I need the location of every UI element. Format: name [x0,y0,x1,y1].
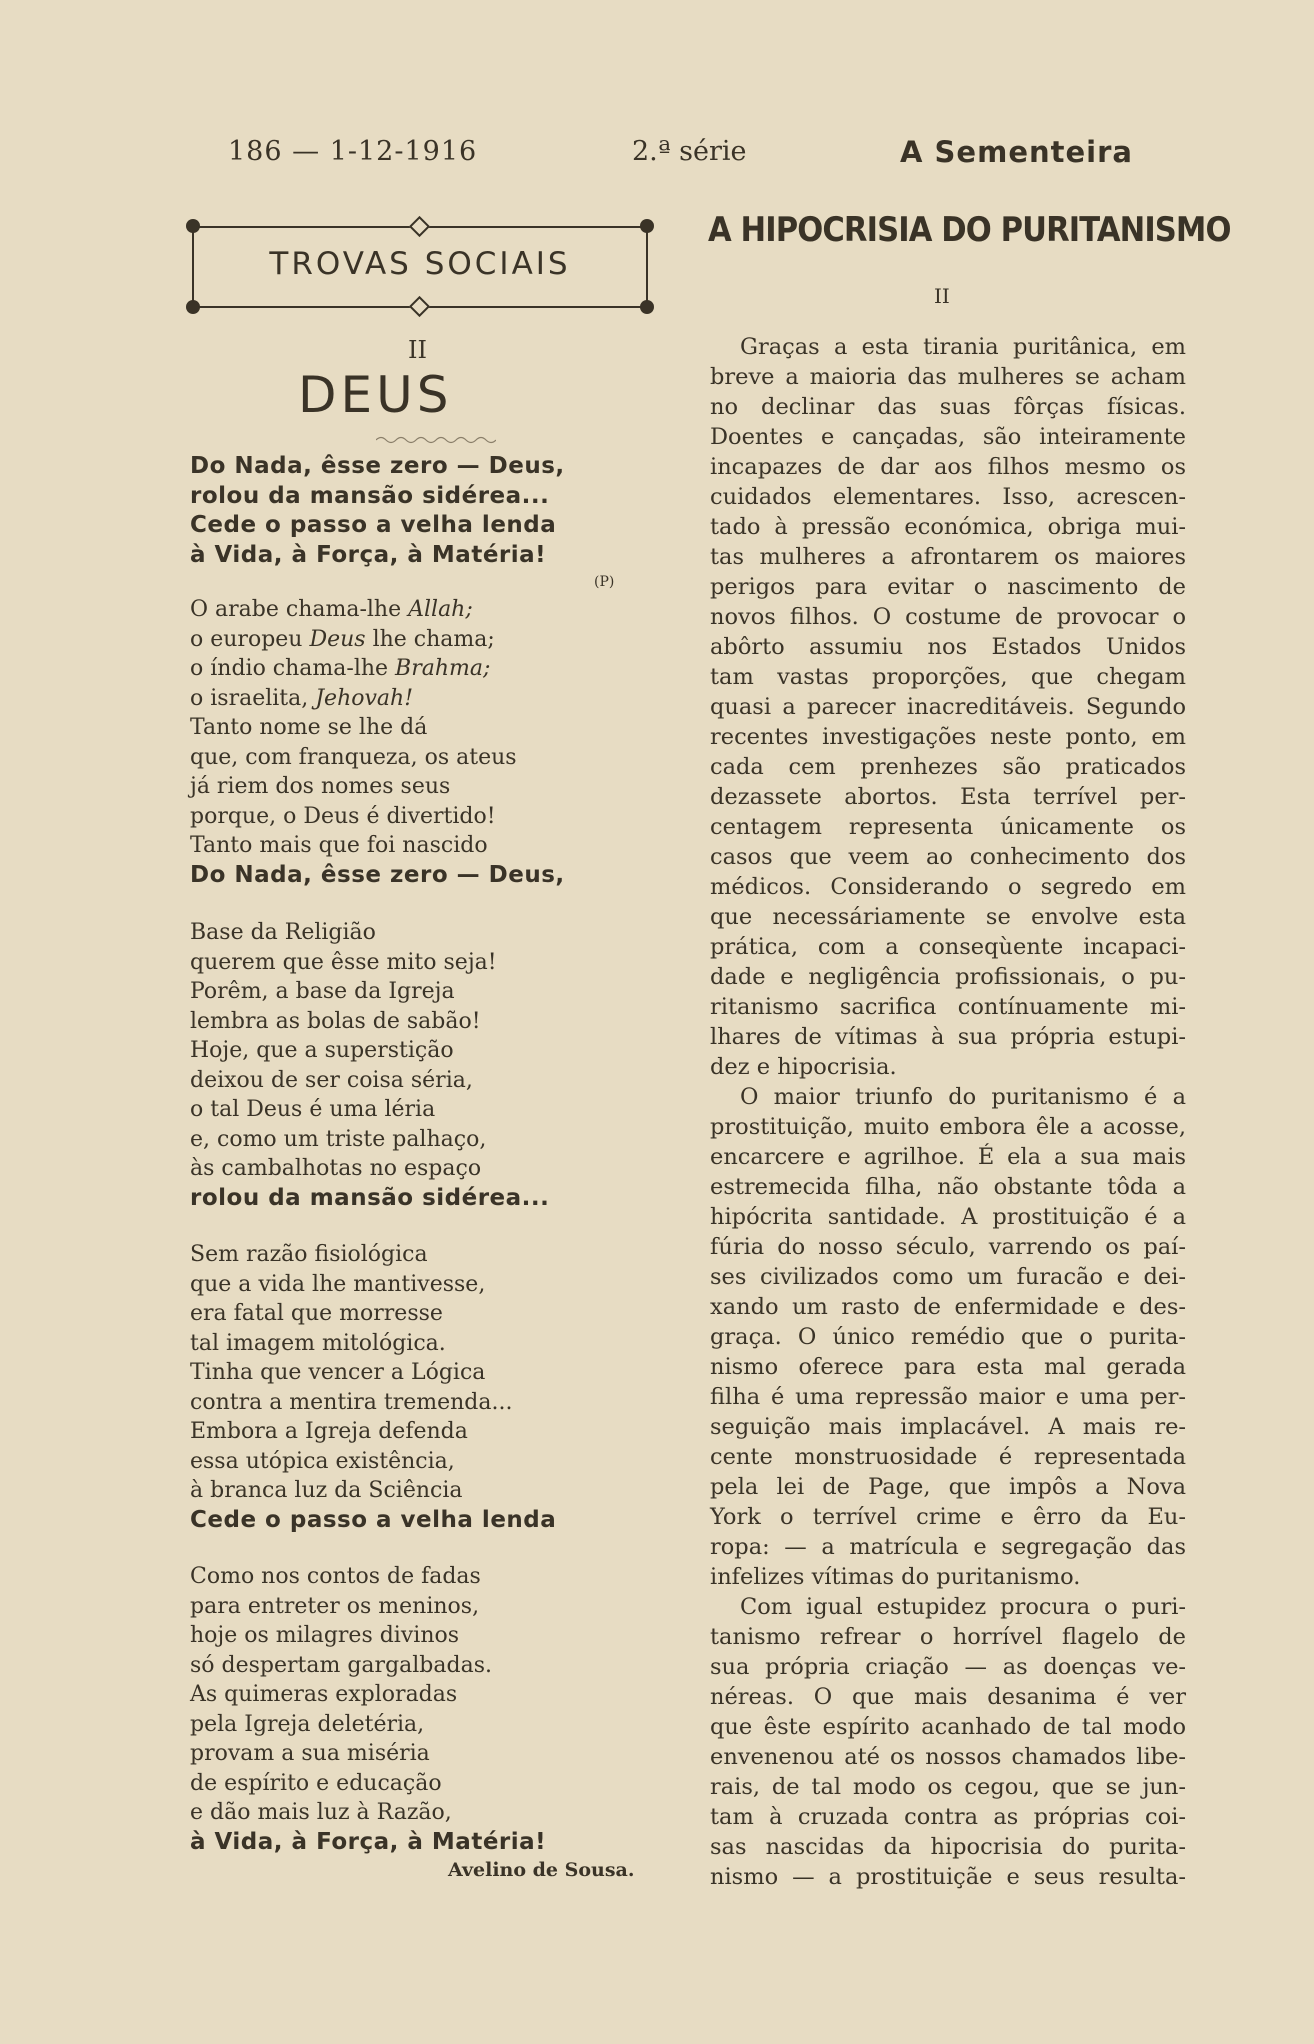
poem-line [190,1506,660,1536]
corner-dot-icon [640,300,654,314]
article-line: estremecida filha, não obstante tôda a [710,1174,1186,1200]
poem-line [190,713,660,743]
article-line: ses civilizados como um furacão e dei- [710,1264,1186,1290]
poem-stanza [190,1562,660,1857]
poem-line [190,1388,660,1418]
poem-line-text: deixou de ser coisa séria, [190,1067,473,1093]
poem-line-text: Tinha que vencer a Lógica [190,1360,486,1385]
poem-line [190,802,660,832]
poem-line-italic: Deus [309,626,366,652]
poem-line [190,1154,660,1184]
poem-line-text: Embora a Igreja defenda [190,1419,468,1444]
poem-line-text: o israelita, [190,685,316,711]
margin-mark: (P) [594,574,615,590]
poem-line-italic: Allah; [408,597,473,622]
poem-number: II [408,336,427,364]
poem-line-text: que a vida lhe mantivesse, [190,1271,486,1297]
poem-line [190,1621,660,1651]
article-line: xando um rasto de enfermidade e des- [710,1294,1186,1320]
poem-line-text: era fatal que morresse [190,1301,443,1326]
poem-line [190,1066,660,1096]
poem-line-text: lembra as bolas de sabão! [190,1008,481,1034]
poem-line-text: e, como um triste palhaço, [190,1126,487,1152]
article-line: tado à pressão económica, obriga mui- [710,514,1186,540]
poem-line-text: hoje os milagres divinos [190,1623,460,1648]
poem-line-italic: Brahma; [395,656,491,681]
article-line: hipócrita santidade. A prostituição é a [710,1204,1186,1230]
poem-line [190,831,660,861]
article-line: cada cem prenhezes são praticados [710,754,1186,780]
diamond-ornament-icon [409,296,430,317]
poem-line [190,654,660,684]
poem-line [190,977,660,1007]
poem-line [190,452,660,482]
article-line: sas nascidas da hipocrisia do purita- [710,1834,1186,1860]
poem-line-text: Tanto nome se lhe dá [190,715,428,740]
poem-line [190,684,660,714]
poem-line-text: Hoje, que a superstição [190,1038,454,1063]
series-label: 2.ª série [632,136,747,167]
article-line: sua própria criação — as doenças ve- [710,1654,1186,1680]
article-line: recentes investigações neste ponto, em [710,724,1186,750]
article-line: que êste espírito acanhado de tal modo [710,1714,1186,1740]
poem-line [190,1007,660,1037]
poem-line [190,1299,660,1329]
poem-line [190,1710,660,1740]
poem-line [190,1417,660,1447]
article-line: rais, de tal modo os cegou, que se jun- [710,1774,1186,1800]
poem-line [190,1651,660,1681]
article-line: tam à cruzada contra as próprias coi- [710,1804,1186,1830]
poem-line-text: Porêm, a base da Igreja [190,979,455,1004]
section-title-box [192,226,648,308]
poem-line [190,1769,660,1799]
poem-line-text: à Vida, à Força, à Matéria! [190,541,547,568]
article-line: dezassete abortos. Esta terrível per- [710,784,1186,810]
poem-line-text: provam a sua miséria [190,1741,430,1766]
poem-line-text: Sem razão fisiológica [190,1242,428,1267]
poem-line-text: Do Nada, êsse zero — Deus, [190,453,565,479]
poem-line-text: e dão mais luz à Razão, [190,1800,452,1825]
poem-line-text: essa utópica existência, [190,1448,455,1474]
poem-stanza [190,452,660,570]
poem-line-text: só despertam gargalbadas. [190,1652,492,1678]
page-number-date: 186 — 1-12-1916 [228,136,478,167]
article-line: tas mulheres a afrontarem os maiores [710,544,1186,570]
poem-line [190,1036,660,1066]
poem-line [190,1798,660,1828]
article-line: O maior triunfo do puritanismo é a [740,1084,1186,1110]
poem-line [190,1329,660,1359]
poem-line [190,511,660,541]
article-line: prática, com a conseqùente incapaci- [710,934,1186,960]
poem-line [190,772,660,802]
poem-line-text: à Vida, à Força, à Matéria! [190,1828,547,1855]
poem-line [190,743,660,773]
poem-line [190,1125,660,1155]
poem-line-text: As quimeras exploradas [190,1682,458,1707]
poem-line-text: Como nos contos de fadas [190,1564,481,1589]
article-line: no declinar das suas fôrças físicas. [710,394,1186,420]
article-line: dade e negligência profissionais, o pu- [710,964,1186,990]
corner-dot-icon [186,300,200,314]
article-line: perigos para evitar o nascimento de [710,574,1186,600]
article-title: A HIPOCRISIA DO PURITANISMO [708,210,1231,250]
article-line: breve a maioria das mulheres se acham [710,364,1186,390]
article-line: York o terrível crime e êrro da Eu- [710,1504,1186,1530]
poem-line [190,861,660,891]
poem-stanza [190,595,660,890]
article-line: ritanismo sacrifica contínuamente mi- [710,994,1186,1020]
poem-line [190,1680,660,1710]
article-line: centagem representa únicamente os [710,814,1186,840]
article-body [710,332,1186,1892]
poem-line-text: Cede o passo a velha lenda [190,1506,557,1533]
poem-line-text: rolou da mansão sidérea... [190,482,550,509]
poem-line-text: às cambalhotas no espaço [190,1156,482,1181]
article-line: seguição mais implacável. A mais re- [710,1414,1186,1440]
poem-line-text: de espírito e educação [190,1770,442,1796]
poem-line-text: o índio chama-lhe [190,656,396,681]
poem-stanza [190,1240,660,1535]
article-line: ropa: — a matrícula e segregação das [710,1534,1186,1560]
article-line: Graças a esta tirania puritânica, em [740,334,1186,360]
poem-line [190,1447,660,1477]
poem-line-text: Base da Religião [190,920,376,945]
poem-line [190,948,660,978]
article-line: que necessáriamente se envolve esta [710,904,1186,930]
poem-line-text: pela Igreja deletéria, [190,1711,425,1737]
poem-stanza [190,918,660,1213]
article-line: quasi a parecer inacreditáveis. Segundo [710,694,1186,720]
corner-dot-icon [186,219,200,233]
poem-line [190,1184,660,1214]
article-line: Com igual estupidez procura o puri- [740,1594,1186,1620]
poem-line-text: à branca luz da Sciência [190,1478,463,1503]
poem-line [190,1828,660,1858]
masthead-title: A Sementeira [900,135,1133,169]
poem-line [190,918,660,948]
article-line: nismo — a prostituiçãe e seus resulta- [710,1864,1186,1890]
poem-line [190,1270,660,1300]
poem-line-text: contra a mentira tremenda... [190,1389,513,1415]
article-line: encarcere e agrilhoe. É ela a sua mais [710,1144,1186,1170]
poem-line [190,1095,660,1125]
article-line: Doentes e cançadas, são inteiramente [710,424,1186,450]
squiggle-ornament-icon [376,434,496,446]
article-line: abôrto assumiu nos Estados Unidos [710,634,1186,660]
poem-line-rest: lhe chama; [365,626,495,652]
poem-line [190,1562,660,1592]
poem-line-text: Cede o passo a velha lenda [190,512,557,538]
article-line: tanismo refrear o horrível flagelo de [710,1624,1186,1650]
article-part-number: II [934,284,950,308]
poem-line-text: para entreter os meninos, [190,1593,480,1619]
article-line: lhares de vítimas à sua própria estupi- [710,1024,1186,1050]
poem-line [190,1358,660,1388]
poem-line [190,595,660,625]
article-line: infelizes vítimas do puritanismo. [710,1564,1081,1590]
article-line: cuidados elementares. Isso, acrescen- [710,484,1186,510]
poem-line-text: querem que êsse mito seja! [190,949,497,975]
diamond-ornament-icon [409,216,430,237]
poem-line [190,1592,660,1622]
article-line: néreas. O que mais desanima é ver [710,1684,1186,1710]
poem-line [190,541,660,571]
article-line: prostituição, muito embora êle a acosse, [710,1114,1186,1140]
poem-line-text: Do Nada, êsse zero — Deus, [190,861,565,888]
article-line: médicos. Considerando o segredo em [710,874,1186,900]
article-line: nismo oferece para esta mal gerada [710,1354,1186,1380]
poem-line-text: que, com franqueza, os ateus [190,744,517,770]
article-line: graça. O único remédio que o purita- [710,1324,1186,1350]
poem-line [190,482,660,512]
article-line: pela lei de Page, que impôs a Nova [710,1474,1186,1500]
poem-line-text: o europeu [190,626,310,652]
poem-line-text: tal imagem mitológica. [190,1330,446,1356]
poem-line-text: já riem dos nomes seus [190,774,451,799]
poem-line [190,1476,660,1506]
article-line: incapazes de dar aos filhos mesmo os [710,454,1186,480]
author-signature: Avelino de Sousa. [448,1859,635,1881]
poem-line-text: porque, o Deus é divertido! [190,803,496,829]
article-line: tam vastas proporções, que chegam [710,664,1186,690]
poem-line [190,1739,660,1769]
article-line: novos filhos. O costume de provocar o [710,604,1186,630]
article-line: fúria do nosso século, varrendo os paí- [710,1234,1186,1260]
poem-line-text: O arabe chama-lhe [190,597,409,622]
article-line: dez e hipocrisia. [710,1054,897,1080]
section-title: TROVAS SOCIAIS [269,246,571,282]
article-line: filha é uma repressão maior e uma per- [710,1384,1186,1410]
poem-line-text: o tal Deus é uma léria [190,1097,436,1122]
corner-dot-icon [640,219,654,233]
poem-line-italic: Jehovah! [315,685,414,711]
poem-line-text: rolou da mansão sidérea... [190,1184,550,1211]
poem-line-text: Tanto mais que foi nascido [190,833,488,858]
article-line: envenenou até os nossos chamados libe- [710,1744,1186,1770]
article-line: casos que veem ao conhecimento dos [710,844,1186,870]
poem-title: DEUS [298,366,453,424]
article-line: cente monstruosidade é representada [710,1444,1186,1470]
poem-line [190,1240,660,1270]
poem-line [190,625,660,655]
